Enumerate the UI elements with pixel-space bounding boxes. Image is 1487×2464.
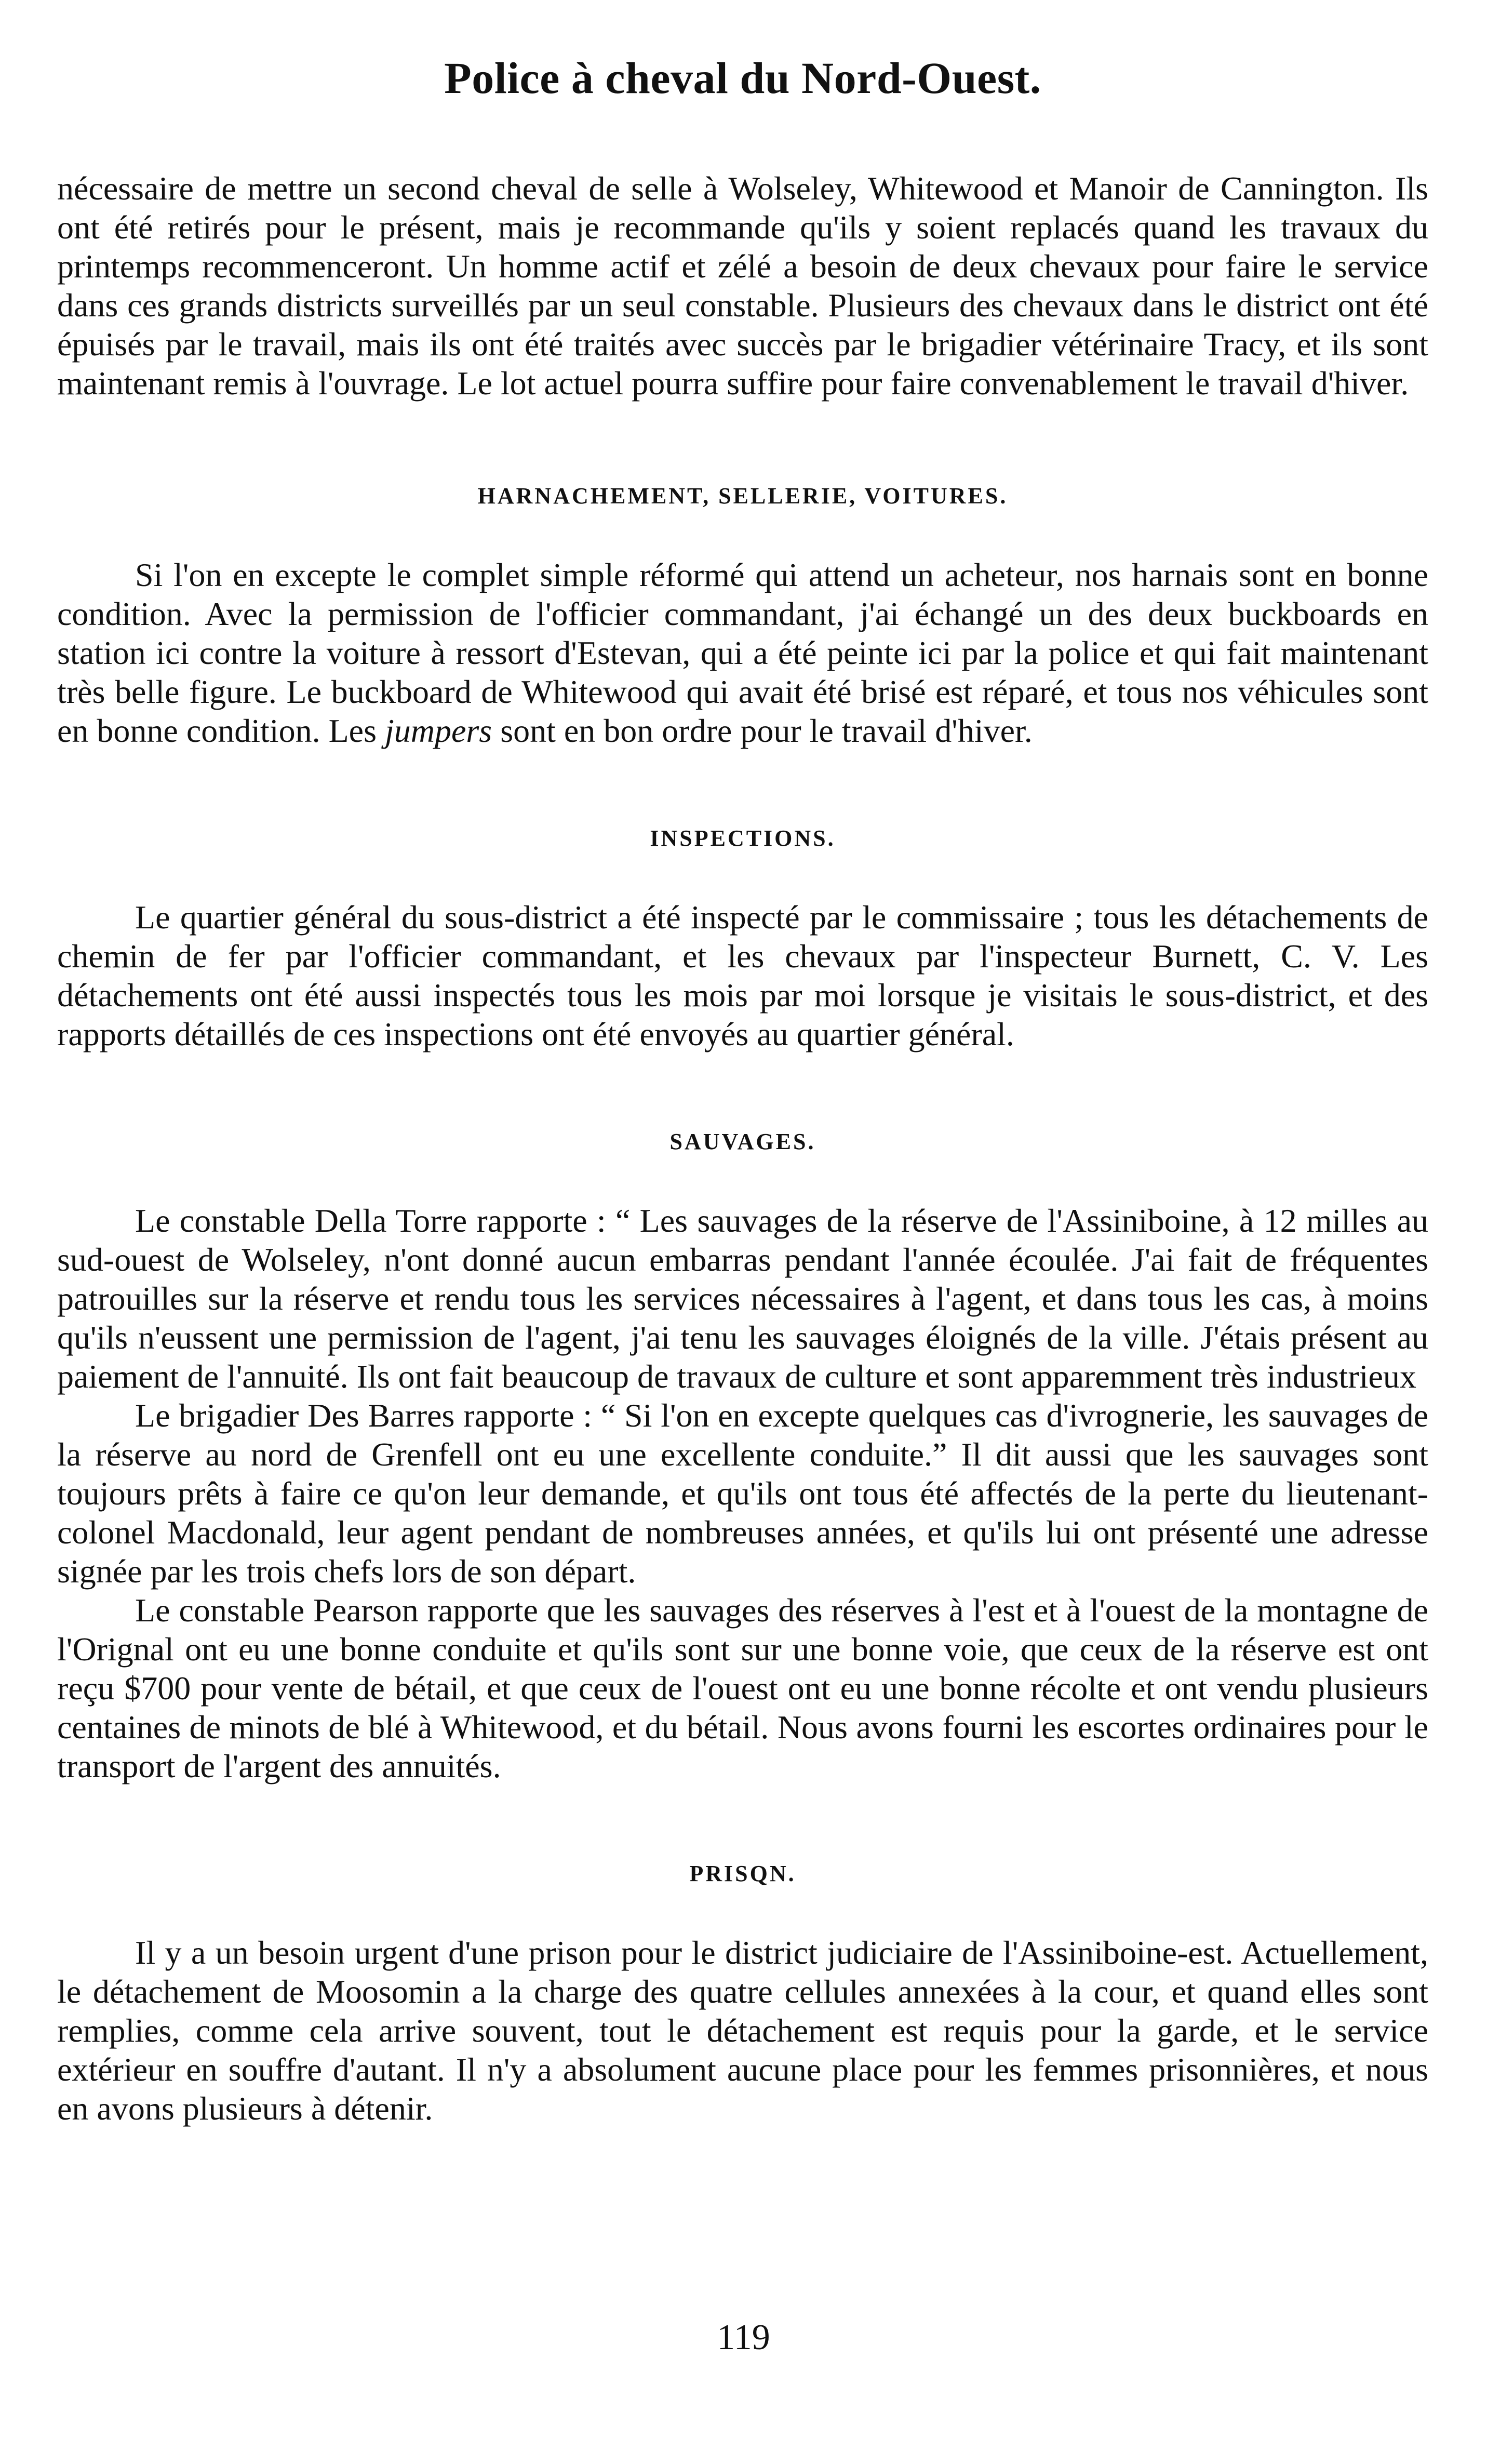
- harnachement-paragraph: [57, 555, 1428, 750]
- sauvages-paragraph-pearson: Le constable Pearson rapporte que les sauvages des réserves à l'est et à l'ouest de la montagne de l'Orignal ont eu une bonne conduite et qu'ils sont sur une bonne voie, que ceux de la réserve est ont reçu $700 pour vente de bétail, et que ceux de l'ouest ont eu une bonne récolte et ont vendu plusieurs centaines de minots de blé à Whitewood, et du bétail. Nous avons fourni les escortes ordinaires pour le transport de l'argent des annuités.: [57, 1592, 1428, 1784]
- section-heading-prison: PRISQN.: [689, 1861, 796, 1886]
- section-heading-inspections: INSPECTIONS.: [650, 825, 836, 851]
- prison-paragraph: Il y a un besoin urgent d'une prison pour le district judiciaire de l'Assiniboine-est. Actuellement, le détachement de Moosomin a la charge des quatre cellules annexées à la cour, et quand elles sont remplies, comme cela arrive souvent, tout le détachement est requis pour la garde, et le service extérieur en souffre d'autant. Il n'y a absolument aucune place pour les femmes prisonnières, et nous en avons plusieurs à détenir.: [57, 1934, 1428, 2127]
- page-number: 119: [717, 2318, 770, 2358]
- sauvages-paragraph-des-barres: Le brigadier Des Barres rapporte : “ Si l'on en excepte quelques cas d'ivrognerie, les sauvages de la réserve au nord de Grenfell ont eu une excellente conduite.” Il dit aussi que les sauvages sont toujours prêts à faire ce qu'on leur demande, et qu'ils ont tous été affectés de la perte du lieutenant-colonel Macdonald, leur agent pendant de nombreuses années, et qu'ils lui ont présenté une adresse signée par les trois chefs lors de son départ.: [57, 1397, 1428, 1590]
- document-page: [57, 49, 1428, 2128]
- opening-paragraph: nécessaire de mettre un second cheval de selle à Wolseley, Whitewood et Manoir de Cannington. Ils ont été retirés pour le présent, mais je recommande qu'ils y soient replacés quand les travaux du printemps recommenceront. Un homme actif et zélé a besoin de deux chevaux pour faire le service dans ces grands districts surveillés par un seul constable. Plusieurs des chevaux dans le district ont été épuisés par le travail, mais ils ont été traités avec succès par le brigadier vétérinaire Tracy, et ils sont maintenant remis à l'ouvrage. Le lot actuel pourra suffire pour faire convenablement le travail d'hiver.: [57, 170, 1428, 402]
- section-heading-sauvages: SAUVAGES.: [669, 1129, 816, 1154]
- harnachement-text-before: Si l'on en excepte le complet simple réformé qui attend un acheteur, nos harnais sont en bonne condition. Avec la permission de l'officier commandant, j'ai échangé un des deux buckboards en station ici contre la voiture à ressort d'Estevan, qui a été peinte ici par la police et qui fait maintenant très belle figure. Le buckboard de Whitewood qui avait été brisé est réparé, et tous nos véhicules sont en bonne condition. Les: [57, 556, 1428, 749]
- sauvages-paragraph-della-torre: Le constable Della Torre rapporte : “ Les sauvages de la réserve de l'Assiniboine, à 12 milles au sud-ouest de Wolseley, n'ont donné aucun embarras pendant l'année écoulée. J'ai fait de fréquentes patrouilles sur la réserve et rendu tous les services nécessaires à l'agent, et dans tous les cas, à moins qu'ils n'eussent une permission de l'agent, j'ai tenu les sauvages éloignés de la ville. J'étais présent au paiement de l'annuité. Ils ont fait beaucoup de travaux de culture et sont apparemment très industrieux: [57, 1202, 1428, 1395]
- harnachement-emphasis-jumpers: jumpers: [384, 712, 492, 749]
- inspections-paragraph: Le quartier général du sous-district a été inspecté par le commissaire ; tous les détachements de chemin de fer par l'officier commandant, et les chevaux par l'inspecteur Burnett, C. V. Les détachements ont été aussi inspectés tous les mois par moi lorsque je visitais le sous-district, et des rapports détaillés de ces inspections ont été envoyés au quartier général.: [57, 899, 1428, 1053]
- harnachement-text-after: sont en bon ordre pour le travail d'hiver.: [492, 712, 1033, 749]
- running-head: Police à cheval du Nord-Ouest.: [444, 53, 1041, 103]
- section-heading-harnachement: HARNACHEMENT, SELLERIE, VOITURES.: [477, 483, 1008, 509]
